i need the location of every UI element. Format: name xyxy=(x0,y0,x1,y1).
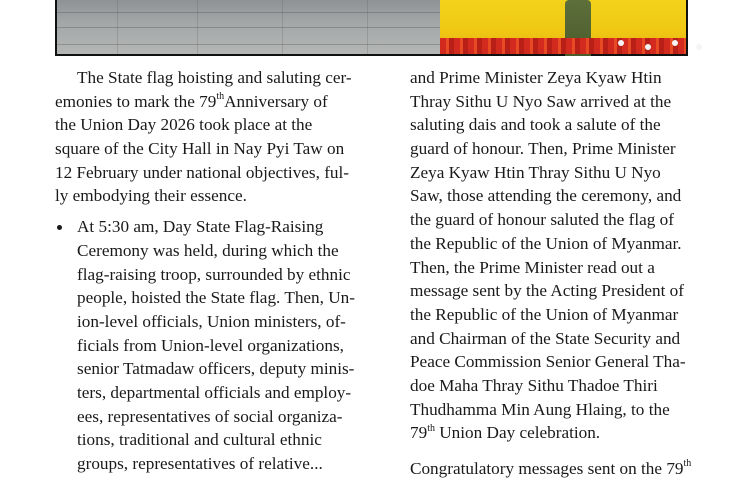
bullet-line: At 5:30 am, Day State Flag-Raising xyxy=(55,215,363,239)
paragraph-line: square of the City Hall in Nay Pyi Taw on xyxy=(55,139,345,159)
paragraph-line: Zeya Kyaw Htin Thray Sithu U Nyo xyxy=(410,162,661,182)
bullet-line: flag-raising troop, surrounded by ethnic xyxy=(77,264,351,284)
paragraph-line: The State flag hoisting and saluting cer- xyxy=(77,68,352,87)
paragraph-line: message sent by the Acting President of xyxy=(410,281,684,301)
paragraph-line: and Chairman of the State Security and xyxy=(410,328,681,348)
paragraph-line: Congratulatory messages sent on the 79th xyxy=(410,458,692,478)
paragraph-line: 79th Union Day celebration. xyxy=(410,422,601,443)
paragraph-line: Then, the Prime Minister read out a xyxy=(410,257,655,277)
paragraph-line: emonies to mark the 79thAnniversary of xyxy=(55,90,328,111)
paragraph-line: guard of honour. Then, Prime Minister xyxy=(410,139,676,159)
paragraph-line: saluting dais and took a salute of the xyxy=(410,115,661,135)
right-text-column xyxy=(410,66,695,478)
left-text-column xyxy=(55,66,363,473)
paragraph-line: the Republic of the Union of Myanmar xyxy=(410,304,679,324)
bullet-line: people, hoisted the State flag. Then, Un- xyxy=(77,288,355,308)
paragraph-line: Thudhamma Min Aung Hlaing, to the xyxy=(410,399,670,419)
bullet-line: senior Tatmadaw officers, deputy minis- xyxy=(77,359,355,379)
bullet-line: groups, representatives of relative... xyxy=(77,454,323,473)
paragraph-line: Peace Commission Senior General Tha- xyxy=(410,352,686,372)
bullet-line: ters, departmental officials and employ- xyxy=(77,382,352,402)
bullet-line: ficials from Union-level organizations, xyxy=(77,335,344,355)
bullet-line: ion-level officials, Union ministers, of- xyxy=(77,311,346,331)
paragraph-line: Saw, those attending the ceremony, and xyxy=(410,186,682,206)
paragraph-line: the Union Day 2026 took place at the xyxy=(55,115,313,135)
paragraph-line: doe Maha Thray Sithu Thadoe Thiri xyxy=(410,375,658,395)
paragraph-line: the guard of honour saluted the flag of xyxy=(410,210,674,230)
bullet-icon xyxy=(57,225,62,230)
paragraph-line: the Republic of the Union of Myanmar. xyxy=(410,233,682,253)
paragraph-line: 12 February under national objectives, ful- xyxy=(55,162,350,182)
bullet-line: tions, traditional and cultural ethnic xyxy=(77,430,322,450)
paragraph-line: and Prime Minister Zeya Kyaw Htin xyxy=(410,68,662,87)
paragraph-line: ly embodying their essence. xyxy=(55,186,247,206)
ceremony-ground-image xyxy=(57,0,440,54)
paragraph-line: Thray Sithu U Nyo Saw arrived at the xyxy=(410,91,672,111)
bullet-line: ees, representatives of social organiza- xyxy=(77,406,343,426)
news-photo xyxy=(55,0,688,56)
saluting-officer-image xyxy=(440,0,686,54)
bullet-line: Ceremony was held, during which the xyxy=(77,240,339,260)
